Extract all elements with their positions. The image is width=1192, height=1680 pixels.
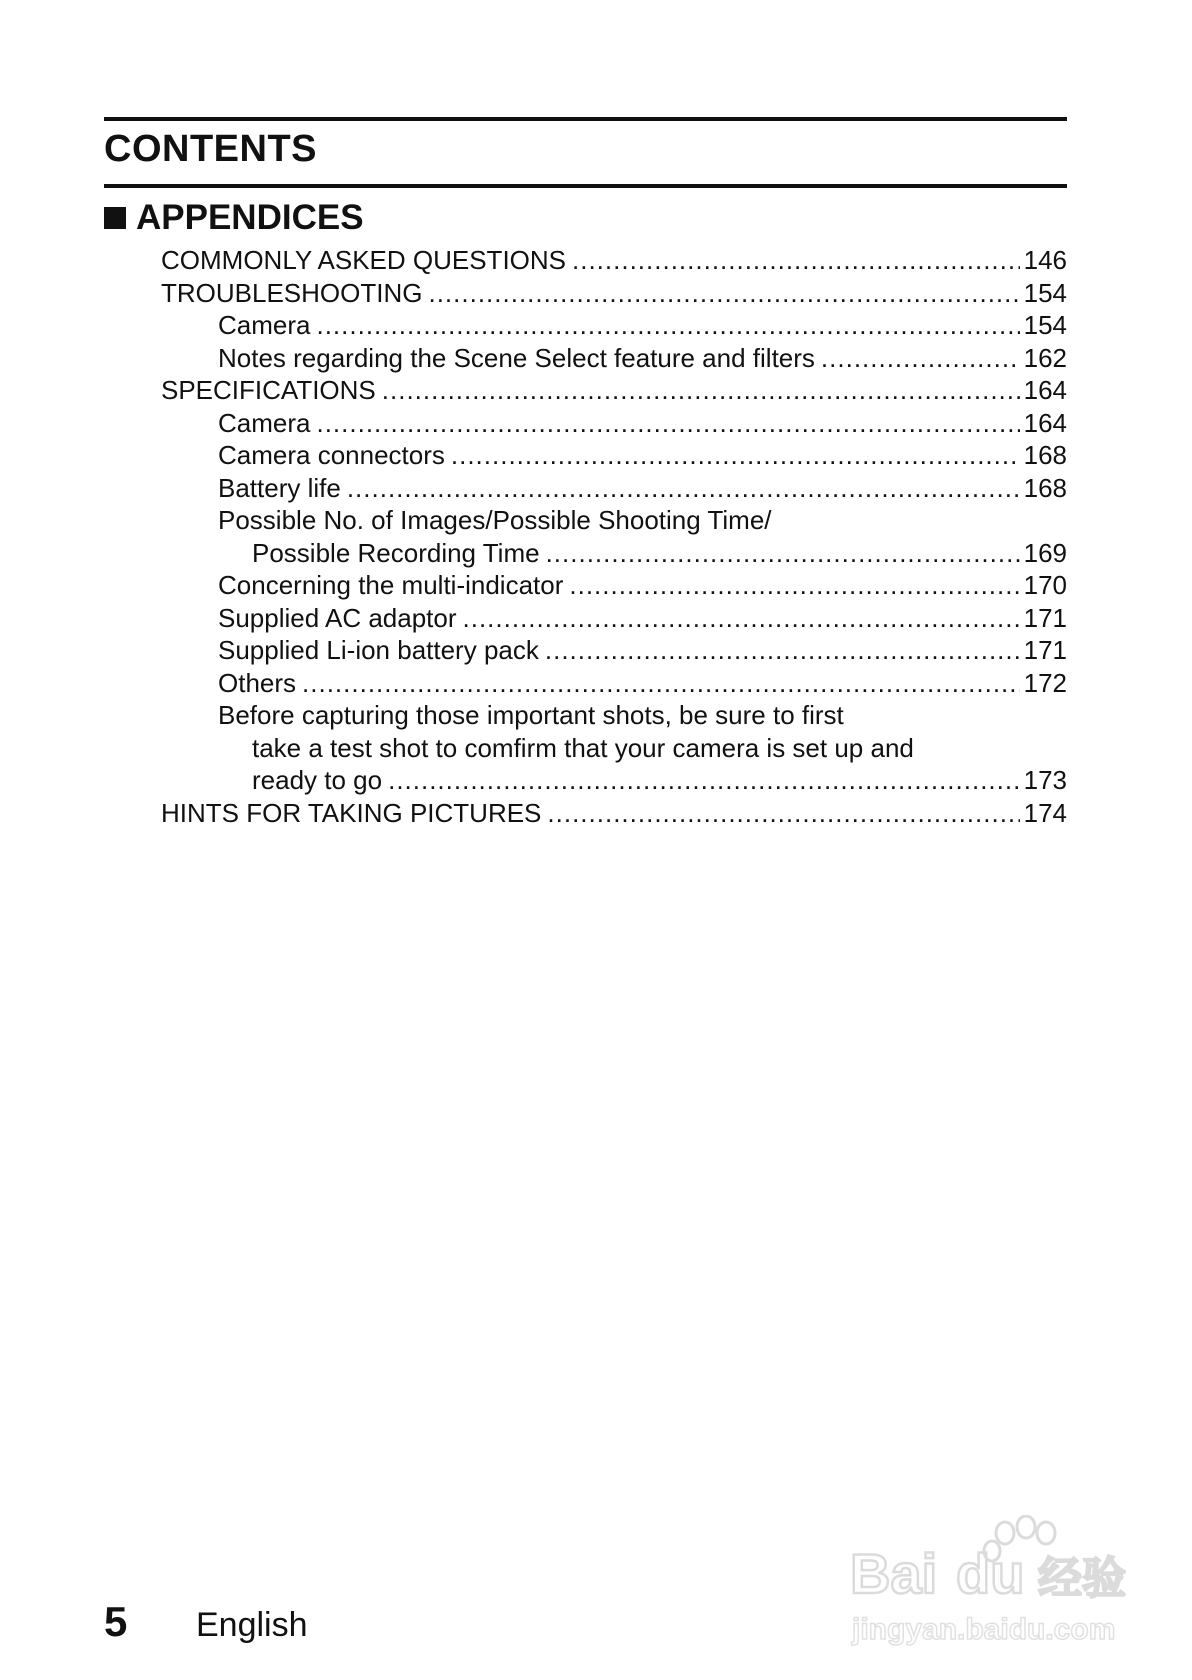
footer-language: English [196, 1606, 308, 1644]
toc-row[interactable] [0, 732, 1192, 765]
toc-entry[interactable] [161, 374, 1067, 407]
toc-label: Camera [218, 407, 311, 438]
toc-label: Supplied AC adaptor [218, 602, 457, 633]
toc-row[interactable] [0, 309, 1192, 342]
toc-label: Concerning the multi-indicator [218, 570, 564, 600]
toc-label: TROUBLESHOOTING [161, 277, 423, 308]
toc-entry[interactable] [161, 797, 1067, 830]
toc-page-number: 173 [1023, 765, 1067, 795]
toc-label: ready to go [252, 765, 383, 795]
toc-entry[interactable] [218, 439, 1067, 472]
toc-page-number: 146 [1023, 245, 1067, 275]
page-title: CONTENTS [104, 128, 317, 170]
toc-row[interactable] [0, 374, 1192, 407]
section-heading-text: APPENDICES [136, 198, 364, 237]
dot-leader [572, 244, 1020, 277]
toc-page-number: 164 [1023, 407, 1067, 438]
toc-entry[interactable] [161, 277, 1067, 310]
toc-row[interactable] [0, 537, 1192, 570]
dot-leader [545, 634, 1020, 667]
dot-leader [316, 407, 1019, 440]
toc-label: Camera connectors [218, 440, 445, 470]
toc-entry[interactable] [218, 602, 1067, 635]
toc-page-number: 170 [1023, 570, 1067, 600]
toc-entry[interactable] [161, 244, 1067, 277]
toc-row[interactable] [0, 244, 1192, 277]
toc-page-number: 168 [1023, 440, 1067, 470]
toc-entry[interactable] [218, 569, 1067, 602]
title-rule [104, 184, 1067, 188]
svg-text:du: du [956, 1542, 1025, 1605]
toc-label: COMMONLY ASKED QUESTIONS [161, 245, 567, 275]
toc-page-number: 162 [1023, 342, 1067, 373]
dot-leader [382, 374, 1020, 407]
table-of-contents [0, 244, 1192, 829]
toc-row[interactable] [0, 504, 1192, 537]
toc-entry[interactable] [252, 764, 1067, 797]
toc-row[interactable] [0, 634, 1192, 667]
toc-page-number: 172 [1023, 667, 1067, 698]
section-heading [104, 196, 364, 240]
toc-row[interactable] [0, 439, 1192, 472]
toc-row[interactable] [0, 569, 1192, 602]
toc-label: Others [218, 667, 297, 698]
dot-leader [463, 602, 1020, 635]
dot-leader [316, 309, 1019, 342]
svg-text:Bai: Bai [850, 1542, 938, 1605]
dot-leader [546, 537, 1020, 570]
toc-entry[interactable] [218, 667, 1067, 700]
toc-row[interactable] [0, 407, 1192, 440]
baidu-watermark-logo [850, 1515, 1140, 1655]
toc-page-number: 154 [1023, 277, 1067, 308]
toc-label: SPECIFICATIONS [161, 375, 376, 405]
toc-label: Camera [218, 310, 311, 340]
toc-label: Notes regarding the Scene Select feature and filters [218, 342, 815, 373]
toc-row[interactable] [0, 797, 1192, 830]
toc-page-number: 171 [1023, 635, 1067, 665]
toc-row[interactable] [0, 472, 1192, 505]
toc-label: Possible Recording Time [252, 537, 540, 568]
dot-leader [302, 667, 1020, 700]
toc-page-number: 154 [1023, 310, 1067, 340]
toc-row[interactable] [0, 342, 1192, 375]
toc-row[interactable] [0, 277, 1192, 310]
toc-entry[interactable] [218, 342, 1067, 375]
toc-entry[interactable] [218, 472, 1067, 505]
toc-entry[interactable] [218, 309, 1067, 342]
dot-leader [821, 342, 1020, 375]
dot-leader [428, 277, 1019, 310]
toc-page-number: 164 [1023, 375, 1067, 405]
svg-text:经验: 经验 [1038, 1553, 1126, 1604]
toc-row[interactable] [0, 667, 1192, 700]
toc-page-number: 174 [1023, 797, 1067, 828]
dot-leader [569, 569, 1019, 602]
toc-label: HINTS FOR TAKING PICTURES [161, 797, 542, 828]
toc-row[interactable] [0, 764, 1192, 797]
toc-label: Possible No. of Images/Possible Shooting Time/ [218, 505, 772, 535]
footer-page-number: 5 [104, 1598, 128, 1645]
toc-label: Battery life [218, 472, 341, 503]
dot-leader [347, 472, 1020, 505]
toc-label: Before capturing those important shots, be sure to first [218, 700, 844, 730]
dot-leader [388, 764, 1020, 797]
toc-entry[interactable] [218, 407, 1067, 440]
svg-text:jingyan.baidu.com: jingyan.baidu.com [852, 1613, 1116, 1646]
toc-row[interactable] [0, 602, 1192, 635]
toc-page-number: 168 [1023, 472, 1067, 503]
toc-label: Supplied Li-ion battery pack [218, 635, 539, 665]
square-bullet-icon [104, 207, 126, 229]
top-rule [104, 117, 1067, 121]
toc-row[interactable] [0, 699, 1192, 732]
toc-page-number: 171 [1023, 602, 1067, 633]
toc-label: take a test shot to comfirm that your camera is set up and [252, 732, 914, 763]
toc-entry[interactable] [218, 634, 1067, 667]
dot-leader [547, 797, 1019, 830]
toc-page-number: 169 [1023, 537, 1067, 568]
dot-leader [451, 439, 1020, 472]
toc-entry[interactable] [252, 537, 1067, 570]
